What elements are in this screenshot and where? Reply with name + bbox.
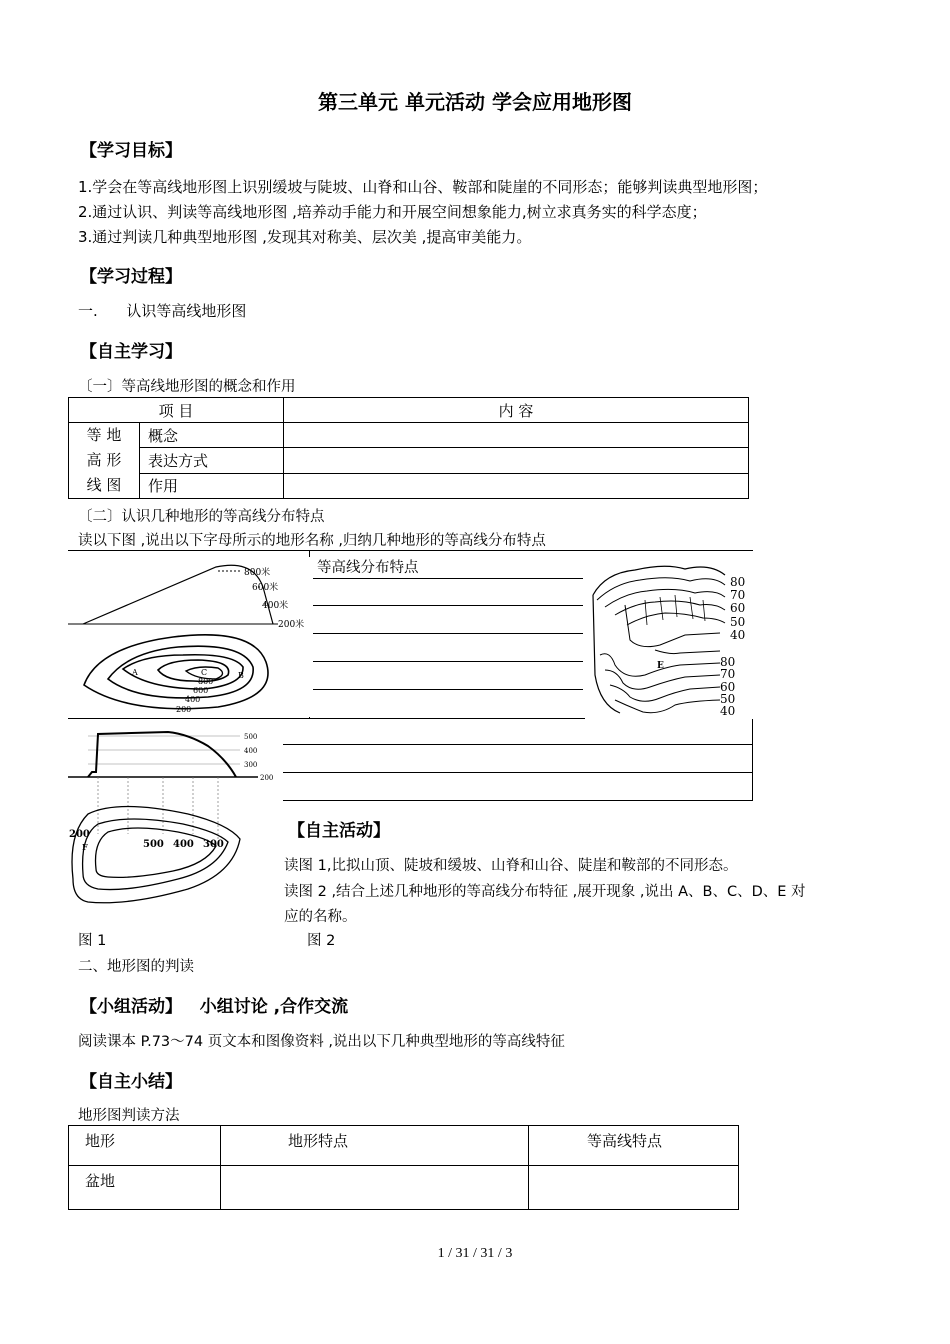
contour-label: 80 bbox=[730, 575, 746, 589]
contour-label: 70 bbox=[730, 588, 746, 602]
part-2-label: 〔二〕认识几种地形的等高线分布特点 bbox=[78, 509, 325, 525]
table2-header-contour: 等高线特点 bbox=[529, 1126, 739, 1166]
answer-line[interactable] bbox=[313, 605, 583, 606]
figure-2-terrain bbox=[585, 555, 755, 719]
table-row-function: 作用 bbox=[140, 473, 284, 498]
answer-line[interactable] bbox=[313, 661, 583, 662]
summary-label: 地形图判读方法 bbox=[78, 1108, 180, 1124]
answer-line[interactable] bbox=[283, 800, 753, 801]
map-label: 500 bbox=[143, 839, 164, 850]
page-footer: 1 / 31 / 31 / 3 bbox=[437, 1246, 513, 1261]
objectives-heading: 【学习目标】 bbox=[80, 141, 182, 161]
contour-label: 40 bbox=[730, 628, 746, 642]
contour-label: 50 bbox=[720, 692, 736, 706]
figure-3-plateau bbox=[68, 724, 280, 906]
objective-1: 1.学会在等高线地形图上识别缓坡与陡坡、山脊和山谷、鞍部和陡崖的不同形态；能够判读典型地形图； bbox=[78, 178, 768, 196]
profile-label: 400米 bbox=[262, 601, 289, 611]
terrain-table bbox=[68, 1125, 739, 1210]
map-label: 300 bbox=[203, 839, 224, 850]
axis-label: 400 bbox=[244, 747, 258, 755]
table-cell-concept[interactable] bbox=[284, 423, 749, 448]
map-label-c: C bbox=[201, 668, 208, 677]
activity-line-3: 应的名称。 bbox=[284, 909, 357, 925]
table-row-expression: 表达方式 bbox=[140, 448, 284, 473]
activity-line-1: 读图 1,比拟山顶、陡坡和缓坡、山脊和山谷、陡崖和鞍部的不同形态。 bbox=[284, 858, 738, 874]
map-label-f: F bbox=[82, 842, 88, 852]
figure-1-caption: 图 1 bbox=[78, 933, 107, 949]
activity-line-2: 读图 2 ,结合上述几种地形的等高线分布特征 ,展开现象 ,说出 A、B、C、D、E 对 bbox=[284, 884, 806, 900]
answer-line[interactable] bbox=[313, 578, 583, 579]
feature-header: 等高线分布特点 bbox=[317, 560, 419, 576]
part-2-instruction: 读以下图 ,说出以下字母所示的地形名称 ,归纳几种地形的等高线分布特点 bbox=[78, 533, 546, 549]
table2-header-terrain: 地形 bbox=[69, 1126, 221, 1166]
contour-label: 40 bbox=[720, 704, 736, 718]
frame-top bbox=[68, 550, 753, 551]
objective-3: 3.通过判读几种典型地形图 ,发现其对称美、层次美 ,提高审美能力。 bbox=[78, 228, 532, 246]
part-1-label: 〔一〕等高线地形图的概念和作用 bbox=[78, 379, 296, 395]
axis-label: 500 bbox=[244, 733, 258, 741]
axis-label: 300 bbox=[244, 761, 258, 769]
page-title: 第三单元 单元活动 学会应用地形图 bbox=[318, 90, 632, 114]
map-label: 200 bbox=[176, 705, 192, 714]
map-label: 200 bbox=[69, 829, 90, 840]
summary-heading: 【自主小结】 bbox=[80, 1072, 182, 1092]
table2-row-basin: 盆地 bbox=[69, 1166, 221, 1210]
answer-line[interactable] bbox=[283, 744, 753, 745]
map-label: 800 bbox=[198, 677, 214, 686]
profile-label: 800米 bbox=[244, 568, 271, 578]
figure-2-caption: 图 2 bbox=[307, 933, 336, 949]
section-1-title: 一. 认识等高线地形图 bbox=[78, 302, 247, 320]
frame-right bbox=[752, 718, 753, 800]
process-heading: 【学习过程】 bbox=[80, 267, 182, 287]
contour-label: 60 bbox=[720, 680, 736, 694]
answer-line[interactable] bbox=[313, 689, 583, 690]
table2-header-features: 地形特点 bbox=[221, 1126, 529, 1166]
table-header-item: 项 目 bbox=[69, 398, 284, 423]
table-row-concept: 概念 bbox=[140, 423, 284, 448]
map-label-a: A bbox=[132, 668, 138, 677]
map-label-b: B bbox=[238, 671, 244, 680]
table2-cell-basin-contour[interactable] bbox=[529, 1166, 739, 1210]
objective-2: 2.通过认识、判读等高线地形图 ,培养动手能力和开展空间想象能力,树立求真务实的科学态度； bbox=[78, 203, 707, 221]
self-study-heading: 【自主学习】 bbox=[80, 342, 182, 362]
table2-cell-basin-features[interactable] bbox=[221, 1166, 529, 1210]
contour-label: 60 bbox=[730, 601, 746, 615]
table-cell-expression[interactable] bbox=[284, 448, 749, 473]
section-2-title: 二、地形图的判读 bbox=[78, 959, 194, 975]
answer-line[interactable] bbox=[283, 772, 753, 773]
answer-line[interactable] bbox=[313, 633, 583, 634]
map-label: 600 bbox=[193, 686, 209, 695]
group-heading: 【小组活动】 小组讨论 ,合作交流 bbox=[80, 997, 349, 1017]
table-cell-function[interactable] bbox=[284, 473, 749, 498]
concept-table bbox=[68, 397, 749, 499]
contour-label: 50 bbox=[730, 615, 746, 629]
contour-label: 80 bbox=[720, 655, 736, 669]
profile-label: 200米 bbox=[278, 620, 305, 630]
map-label: 400 bbox=[173, 839, 194, 850]
table-header-content: 内 容 bbox=[284, 398, 749, 423]
axis-label: 200 bbox=[260, 774, 274, 782]
map-label: 400 bbox=[185, 695, 201, 704]
profile-label: 600米 bbox=[252, 583, 279, 593]
contour-label: 70 bbox=[720, 667, 736, 681]
letter-e: E bbox=[657, 661, 664, 671]
table-group-label: 等 地 高 形 线 图 bbox=[69, 423, 140, 499]
figure-1-mountain bbox=[68, 557, 310, 717]
activity-heading: 【自主活动】 bbox=[288, 821, 390, 841]
reading-instruction: 阅读课本 P.73～74 页文本和图像资料 ,说出以下几种典型地形的等高线特征 bbox=[78, 1034, 565, 1050]
